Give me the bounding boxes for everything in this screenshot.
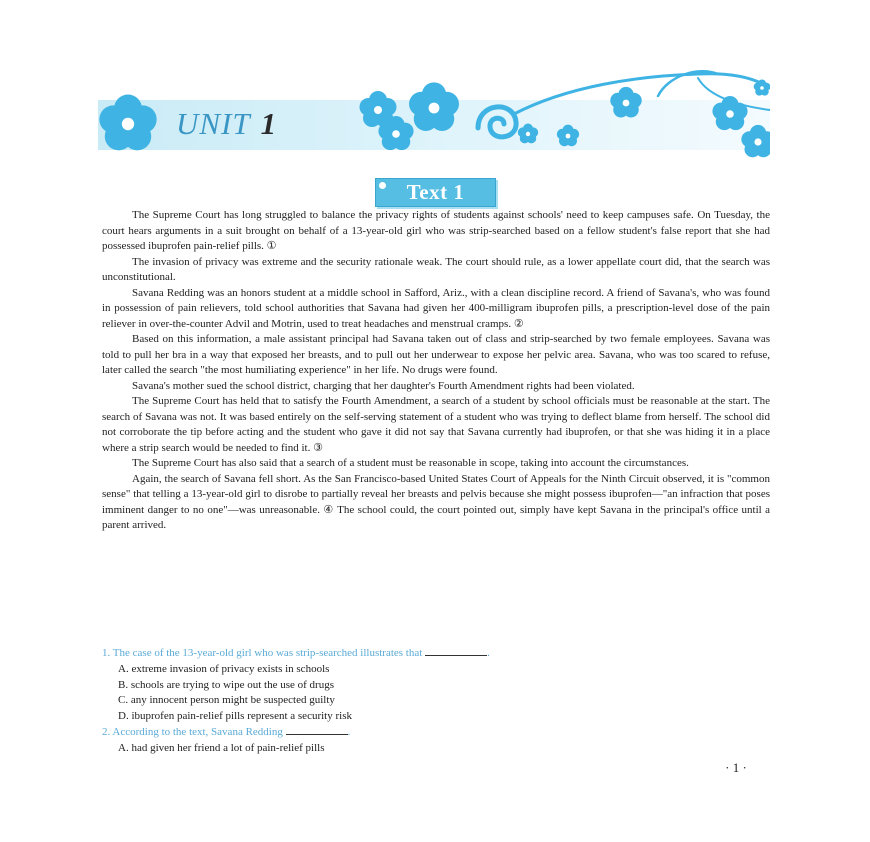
page-number: · 1 · <box>725 760 747 775</box>
paragraph: Based on this information, a male assistant principal had Savana taken out of class and strip-searched by two female employees. Savana was told to pull her bra in a way that exposed her breasts, and to pull out her underwear to expose her pelvic area. Savana, who was too scared to refuse, later called the search "the most humiliating experience" in her life. No drugs were found. <box>102 333 770 376</box>
text-label-tag <box>375 178 496 207</box>
question-1 <box>102 646 770 662</box>
unit-banner <box>98 66 770 164</box>
option-item: C. any innocent person might be suspected guilty <box>118 694 335 707</box>
unit-number: 1 <box>260 106 277 141</box>
paragraph: Savana's mother sued the school district, charging that her daughter's Fourth Amendment rights had been violated. <box>132 379 635 392</box>
answer-blank <box>286 734 348 735</box>
unit-heading <box>176 104 276 144</box>
paragraph: Again, the search of Savana fell short. As the San Francisco-based United States Court of Appeals for the Ninth Circuit observed, it is "common sense" that telling a 13-year-old girl to disrobe to partially reveal her breasts and pelvis because she might possess ibuprofen—"an infraction that poses imminent danger to no one"—was unreasonable. ④ The school could, the court pointed out, simply have kept Savana in the principal's office until a parent arrived. <box>102 472 770 531</box>
question-2 <box>102 725 770 741</box>
question-end: . <box>347 725 351 738</box>
question-stem: 2. According to the text, Savana Redding <box>102 725 283 738</box>
option-item: D. ibuprofen pain-relief pills represent a security risk <box>118 710 352 723</box>
option-item: A. extreme invasion of privacy exists in schools <box>118 662 330 675</box>
question-end: . <box>487 647 490 659</box>
option-item: A. had given her friend a lot of pain-relief pills <box>118 741 325 754</box>
question-stem: 1. The case of the 13-year-old girl who was strip-searched illustrates that <box>102 647 423 659</box>
paragraph: The Supreme Court has held that to satisfy the Fourth Amendment, a search of a student by school officials must be reasonable at the start. The search of Savana was not. It was based entirely on the self-serving statement of a student who was trying to deflect blame from herself. The school did not corroborate the tip before acting and the student who gave it did not say that Savana currently had ibuprofen, or that she was hiding it in a place where a strip search would be needed to find it. ③ <box>102 395 770 454</box>
reading-passage <box>102 208 770 534</box>
unit-word: UNIT <box>176 106 251 141</box>
paragraph: The invasion of privacy was extreme and the security rationale weak. The court should rule, as a lower appellate court did, that the search was unconstitutional. <box>102 255 770 283</box>
option-item: B. schools are trying to wipe out the use of drugs <box>118 678 334 691</box>
answer-blank <box>425 655 487 656</box>
question-list <box>102 646 770 757</box>
paragraph: Savana Redding was an honors student at a middle school in Safford, Ariz., with a clean discipline record. A friend of Savana's, who was found in possession of pain relievers, told school authorities that Savana had given her 400-milligram ibuprofen pills, a prescription-level dose of the pain reliever in over-the-counter Advil and Motrin, used to treat headaches and menstrual cramps. ② <box>102 286 770 330</box>
text-label: Text 1 <box>406 180 465 204</box>
paragraph: The Supreme Court has long struggled to balance the privacy rights of students against schools' need to keep campuses safe. On Tuesday, the court hears arguments in a suit brought on behalf of a 13-year-old girl who was strip-searched based on a fellow student's false report that she had possessed ibuprofen pain-relief pills. ① <box>102 209 770 252</box>
paragraph: The Supreme Court has also said that a search of a student must be reasonable in scope, taking into account the circumstances. <box>132 457 689 469</box>
